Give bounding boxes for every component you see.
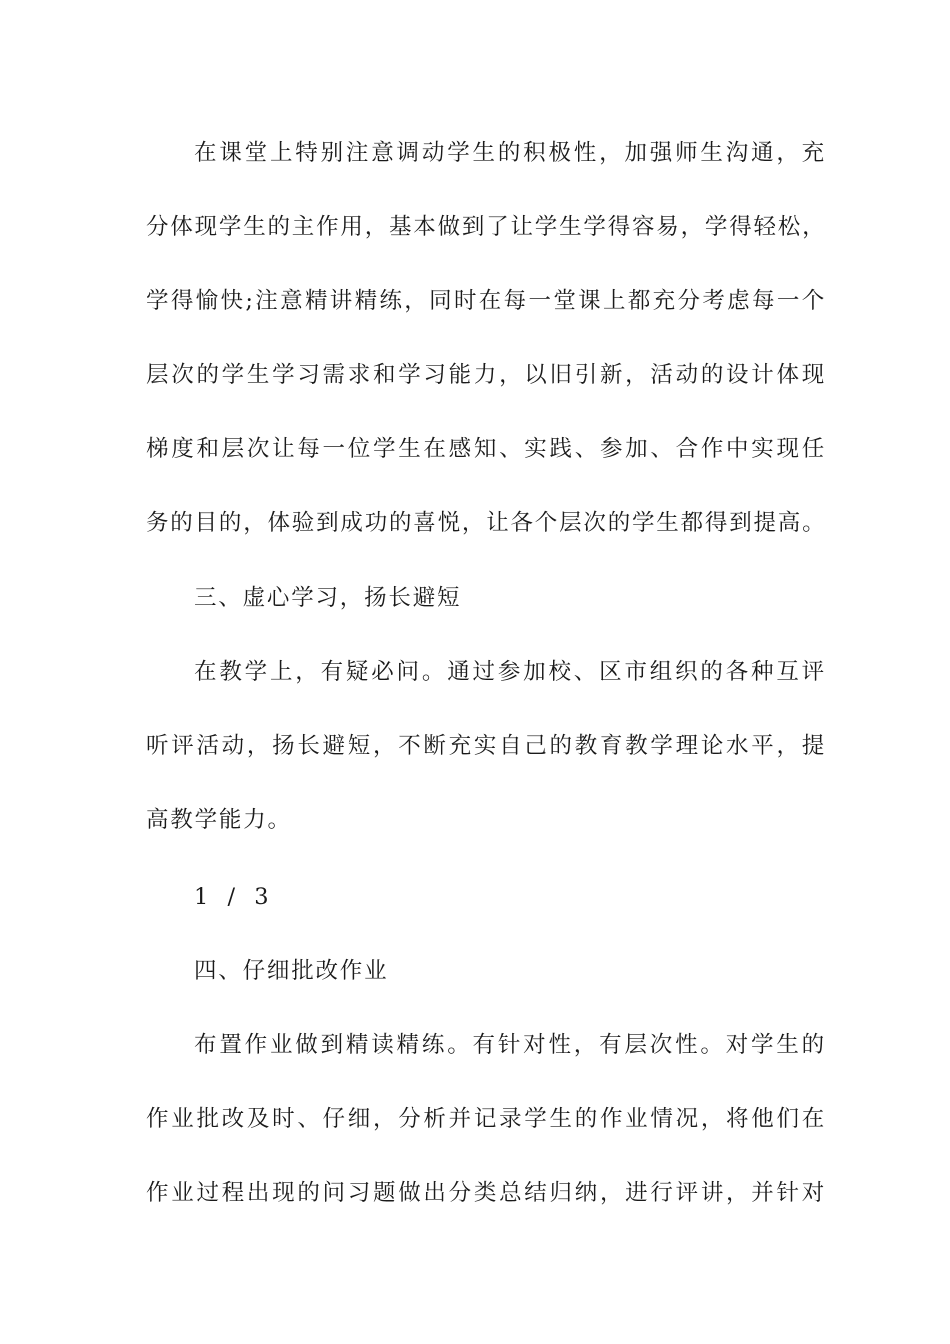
- paragraph-line: 务的目的，体验到成功的喜悦，让各个层次的学生都得到提高。: [146, 510, 827, 536]
- paragraph-line: 听评活动，扬长避短，不断充实自己的教育教学理论水平，提: [146, 733, 826, 759]
- paragraph-line: 梯度和层次让每一位学生在感知、实践、参加、合作中实现任: [146, 436, 826, 462]
- paragraph-line: 学得愉快;注意精讲精练，同时在每一堂课上都充分考虑每一个: [146, 288, 826, 314]
- paragraph-line: 作业批改及时、仔细，分析并记录学生的作业情况，将他们在: [146, 1106, 826, 1132]
- paragraph-line: 层次的学生学习需求和学习能力，以旧引新，活动的设计体现: [146, 362, 826, 388]
- paragraph-line: 在课堂上特别注意调动学生的积极性，加强师生沟通，充: [194, 140, 826, 166]
- page-number: 1 / 3: [194, 884, 275, 910]
- paragraph-line: 作业过程出现的问习题做出分类总结归纳，进行评讲，并针对: [146, 1180, 826, 1206]
- paragraph-line: 分体现学生的主作用，基本做到了让学生学得容易，学得轻松，: [146, 214, 827, 240]
- section-heading: 四、仔细批改作业: [194, 958, 389, 984]
- paragraph-line: 高教学能力。: [146, 807, 292, 833]
- paragraph-line: 在教学上，有疑必问。通过参加校、区市组织的各种互评: [194, 659, 826, 685]
- section-heading: 三、虚心学习，扬长避短: [194, 585, 462, 611]
- paragraph-line: 布置作业做到精读精练。有针对性，有层次性。对学生的: [194, 1032, 826, 1058]
